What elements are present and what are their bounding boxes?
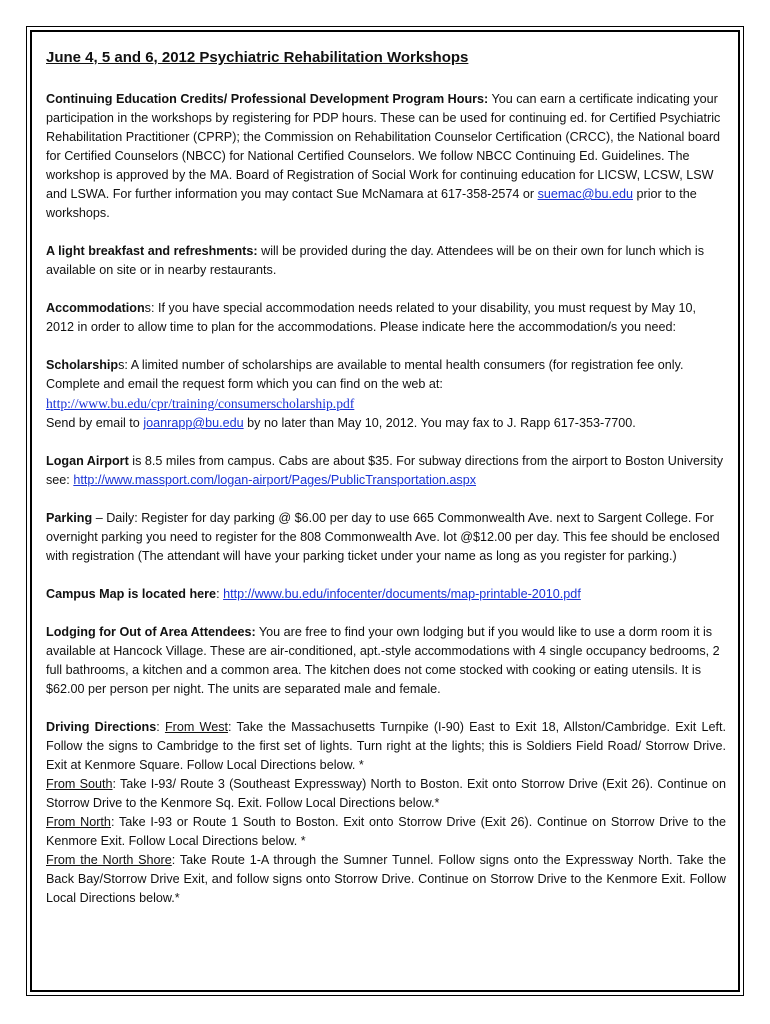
parking-heading: Parking [46, 511, 93, 525]
airport-paragraph [46, 452, 726, 490]
from-north-shore-label: From the North Shore [46, 853, 172, 867]
scholarship-email-link[interactable]: joanrapp@bu.edu [143, 416, 244, 430]
ceu-text: You can earn a certificate indicating your participation in the workshops by registering for PDP hours. These can be used for continuing ed. for Certified Psychiatric Rehabilitation Practitioner (CPRP); the Commission on Rehabilitation Counselor Certification (CRCC), the National board for Certified Counselors (NBCC) for National Certified Counselors. We follow NBCC Continuing Ed. Guidelines. The workshop is approved by the MA. Board of Registration of Social Work for continuing education for LICSW, LCSW, LSW and LSWA. For further information you may contact Sue McNamara at 617-358-2574 or [46, 92, 721, 201]
campus-map-heading: Campus Map is located here [46, 587, 217, 601]
directions-sep: : [156, 720, 165, 734]
ceu-paragraph [46, 90, 726, 223]
massport-link[interactable]: http://www.massport.com/logan-airport/Pages/PublicTransportation.aspx [73, 473, 477, 487]
ceu-email-link[interactable]: suemac@bu.edu [537, 187, 634, 201]
from-north-shore-text: : Take Route 1-A through the Sumner Tunnel. Follow signs onto the Expressway North. Take the Back Bay/Storrow Drive Exit, and follow signs onto Storrow Drive. Continue on Storrow Drive to the Kenmore Exit. Follow Local Directions below.* [46, 853, 726, 905]
lodging-paragraph [46, 623, 726, 699]
scholarships-text: : A limited number of scholarships are available to mental health consumers (for registration fee only. Complete and email the request form which you can find on the web at: [46, 358, 684, 391]
airport-heading: Logan Airport [46, 454, 129, 468]
breakfast-heading: A light breakfast and refreshments: [46, 244, 258, 258]
airport-text: is 8.5 miles from campus. Cabs are about $35. For subway directions from the airport to Boston University see: [46, 454, 724, 487]
from-south-text: : Take I-93/ Route 3 (Southeast Expressway) North to Boston. Exit onto Storrow Drive (Exit 26). Continue on Storrow Drive to the Kenmore Sq. Exit. Follow Local Directions below.* [46, 777, 726, 810]
campus-map-sep: : [216, 587, 224, 601]
from-south-label: From South [46, 777, 113, 791]
scholarships-send-after: by no later than May 10, 2012. You may fax to J. Rapp 617-353-7700. [243, 416, 636, 430]
scholarship-form-link[interactable]: http://www.bu.edu/cpr/training/consumerscholarship.pdf [46, 396, 355, 411]
scholarships-heading: Scholarship [46, 358, 119, 372]
from-north-label: From North [46, 815, 111, 829]
accommodations-paragraph [46, 299, 726, 337]
directions-heading: Driving Directions [46, 720, 157, 734]
lodging-heading: Lodging for Out of Area Attendees: [46, 625, 256, 639]
accommodations-text: : If you have special accommodation needs related to your disability, you must request by May 10, 2012 in order to allow time to plan for the accommodations. Please indicate here the accommodation/s you need: [46, 301, 697, 334]
accommodations-heading-tail: s [144, 301, 151, 315]
lodging-text: You are free to find your own lodging but if you would like to use a dorm room it is available at Hancock Village. These are air-conditioned, apt.-style accommodations with 4 single occupancy bedrooms, 2 full bathrooms, a kitchen and a common area. The kitchen does not come stocked with cooking or eating utensils. It is $62.00 per person per night. The units are separated male and female. [46, 625, 720, 696]
from-north-text: : Take I-93 or Route 1 South to Boston. Exit onto Storrow Drive (Exit 26). Continue on Storrow Drive to the Kenmore Exit. Follow Local Directions below. * [46, 815, 726, 848]
breakfast-paragraph [46, 242, 726, 280]
document-body [46, 46, 726, 927]
breakfast-text: will be provided during the day. Attendees will be on their own for lunch which is available on site or in nearby restaurants. [46, 244, 704, 277]
parking-paragraph [46, 509, 726, 566]
scholarships-paragraph [46, 356, 726, 433]
page-title: June 4, 5 and 6, 2012 Psychiatric Rehabilitation Workshops [46, 49, 469, 66]
directions-paragraph [46, 718, 726, 908]
from-west-text: : Take the Massachusetts Turnpike (I-90) East to Exit 18, Allston/Cambridge. Exit Left. Follow the signs to Cambridge to the first set of lights. Turn right at the lights; this is Soldiers Field Road/ Storrow Drive. Exit at Kenmore Square. Follow Local Directions below. * [46, 720, 726, 772]
ceu-after: prior to the workshops. [46, 187, 697, 220]
scholarships-heading-tail: s [118, 358, 125, 372]
accommodations-heading: Accommodation [46, 301, 145, 315]
campus-map-paragraph [46, 585, 726, 604]
from-west-label: From West [164, 720, 229, 734]
parking-text: – Daily: Register for day parking @ $6.00 per day to use 665 Commonwealth Ave. next to Sargent College. For overnight parking you need to register for the 808 Commonwealth Ave. lot @$12.00 per day. This fee should be enclosed with registration (The attendant will have your parking ticket under your name as long as you register for parking.) [46, 511, 720, 563]
campus-map-link[interactable]: http://www.bu.edu/infocenter/documents/map-printable-2010.pdf [223, 587, 581, 601]
ceu-heading: Continuing Education Credits/ Professional Development Program Hours: [46, 92, 489, 106]
scholarships-send-before: Send by email to [46, 416, 144, 430]
